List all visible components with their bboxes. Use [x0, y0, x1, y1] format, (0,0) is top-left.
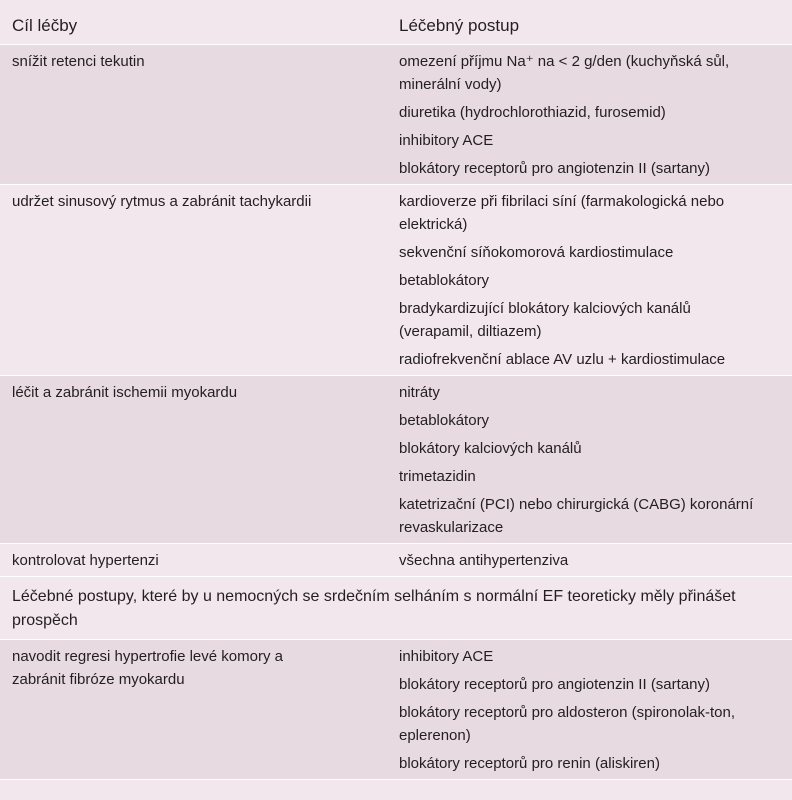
goal-cell: léčit a zabránit ischemii myokardu — [12, 384, 238, 401]
table-header — [0, 0, 792, 45]
procedure-item: inhibitory ACE — [399, 648, 494, 665]
procedure-item: blokátory receptorů pro angiotenzin II (sartany) — [399, 676, 710, 693]
section-heading: Léčebné postupy, které by u nemocných se srdečním selháním s normální EF teoreticky měly přinášet prospěch — [0, 577, 792, 640]
procedure-cell — [387, 185, 792, 375]
procedure-cell — [387, 376, 792, 543]
procedure-item: trimetazidin — [399, 468, 476, 485]
procedure-item: blokátory receptorů pro aldosteron (spironolak-ton, eplerenon) — [399, 704, 736, 744]
procedure-cell — [387, 544, 792, 576]
table-row — [0, 544, 792, 577]
procedure-item: betablokátory — [399, 272, 490, 289]
procedure-item: kardioverze při fibrilaci síní (farmakologická nebo elektrická) — [399, 193, 725, 233]
table-row — [0, 376, 792, 544]
table-row — [0, 45, 792, 185]
procedure-item: betablokátory — [399, 412, 490, 429]
procedure-item: inhibitory ACE — [399, 132, 494, 149]
goal-cell: navodit regresi hypertrofie levé komory a zabránit fibróze myokardu — [12, 648, 283, 688]
procedure-cell — [387, 45, 792, 184]
goal-cell: snížit retenci tekutin — [12, 53, 145, 70]
procedure-item: omezení příjmu Na⁺ na < 2 g/den (kuchyňská sůl, minerální vody) — [399, 53, 730, 93]
procedure-item: bradykardizující blokátory kalciových kanálů (verapamil, diltiazem) — [399, 300, 691, 340]
table-row — [0, 185, 792, 376]
header-goal: Cíl léčby — [12, 16, 78, 35]
procedure-item: všechna antihypertenziva — [399, 552, 569, 569]
procedure-item: radiofrekvenční ablace AV uzlu + kardiostimulace — [399, 351, 726, 368]
procedure-cell — [387, 640, 792, 779]
goal-cell: udržet sinusový rytmus a zabránit tachykardii — [12, 193, 312, 210]
goal-cell: kontrolovat hypertenzi — [12, 552, 159, 569]
header-procedure: Léčebný postup — [399, 16, 520, 35]
procedure-item: diuretika (hydrochlorothiazid, furosemid) — [399, 104, 666, 121]
procedure-item: blokátory receptorů pro angiotenzin II (sartany) — [399, 160, 710, 177]
procedure-item: sekvenční síňokomorová kardiostimulace — [399, 244, 674, 261]
procedure-item: nitráty — [399, 384, 440, 401]
procedure-item: blokátory kalciových kanálů — [399, 440, 582, 457]
procedure-item: katetrizační (PCI) nebo chirurgická (CABG) koronární revaskularizace — [399, 496, 754, 536]
table-row — [0, 640, 792, 780]
procedure-item: blokátory receptorů pro renin (aliskiren) — [399, 755, 660, 772]
